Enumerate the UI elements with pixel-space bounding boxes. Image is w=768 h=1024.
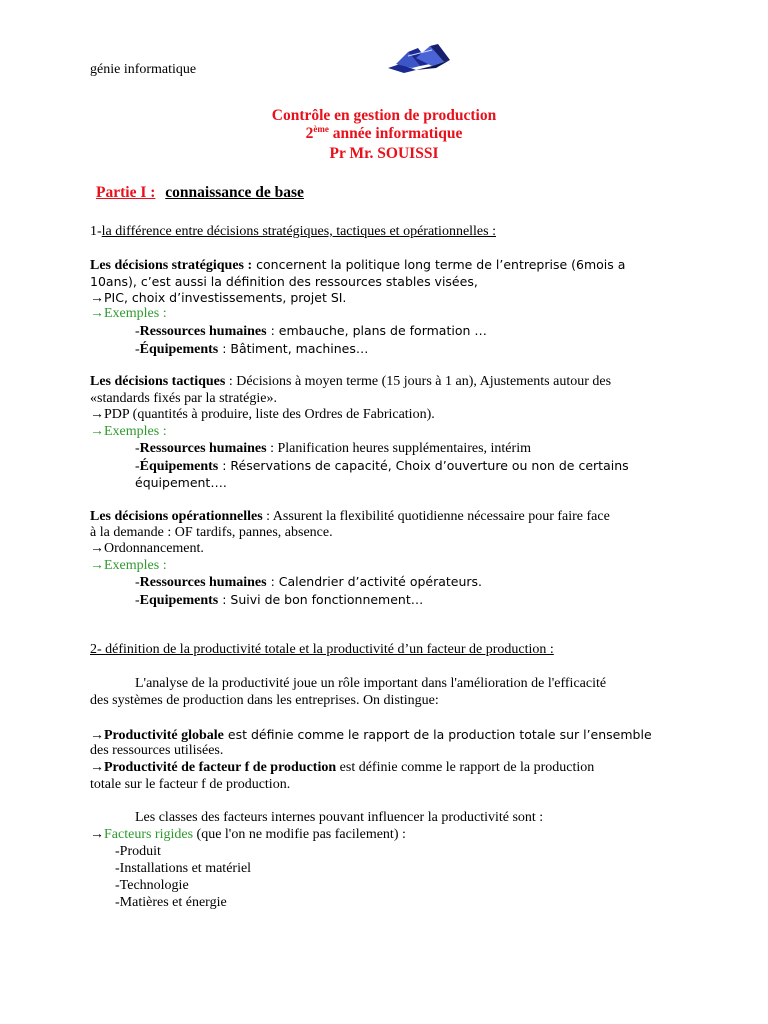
tact-label: Les décisions tactiques bbox=[90, 374, 226, 389]
oper-ex1-text: : Calendrier d’activité opérateurs. bbox=[266, 574, 483, 589]
list-item: -Technologie bbox=[115, 878, 189, 893]
q1-text: la différence entre décisions stratégiques, tactiques et opérationnelles : bbox=[101, 224, 496, 239]
arrow-icon: → bbox=[90, 760, 104, 775]
arrow-icon: → bbox=[90, 541, 104, 556]
q1-heading bbox=[90, 224, 496, 240]
oper-label: Les décisions opérationnelles bbox=[90, 509, 263, 524]
tact-ex2-label: Équipements bbox=[139, 459, 219, 474]
dash: - bbox=[135, 441, 140, 456]
rigides-label: Facteurs rigides bbox=[104, 827, 194, 842]
strat-exemples bbox=[90, 306, 167, 322]
q1-num: 1- bbox=[90, 224, 102, 239]
arrow-icon: → bbox=[90, 558, 104, 573]
prod-fact-label: Productivité de facteur f de production bbox=[104, 760, 337, 775]
prod-glob-label: Productivité globale bbox=[104, 728, 224, 743]
logo-icon bbox=[386, 44, 452, 74]
dash: - bbox=[135, 459, 140, 474]
oper-line1 bbox=[90, 509, 610, 525]
tact-ex2-text: : Réservations de capacité, Choix d’ouverture ou non de certains bbox=[218, 458, 629, 473]
strat-ex1 bbox=[135, 323, 487, 340]
strat-ex2-text: : Bâtiment, machines… bbox=[218, 341, 369, 356]
tact-ex2 bbox=[135, 458, 629, 475]
strat-label: Les décisions stratégiques : bbox=[90, 258, 253, 273]
strat-ex1-text: : embauche, plans de formation … bbox=[266, 323, 487, 338]
title-line2-num: 2 bbox=[305, 125, 314, 143]
strat-line1 bbox=[90, 257, 625, 274]
tact-ex2-text2: équipement…. bbox=[135, 475, 227, 490]
strat-line3-text: PIC, choix d’investissements, projet SI. bbox=[104, 290, 347, 305]
partie-label: Partie I : bbox=[96, 184, 156, 201]
tact-line3 bbox=[90, 407, 435, 423]
arrow-icon: → bbox=[90, 728, 104, 743]
dash: - bbox=[135, 342, 140, 357]
title-line3: Pr Mr. SOUISSI bbox=[329, 145, 439, 162]
tact-text2: «standards fixés par la stratégie». bbox=[90, 391, 277, 406]
strat-line3 bbox=[90, 290, 346, 307]
oper-line3 bbox=[90, 541, 204, 557]
tact-line1 bbox=[90, 374, 611, 390]
strat-ex2 bbox=[135, 341, 368, 358]
title-line2-rest: année informatique bbox=[328, 125, 463, 143]
classes-text: Les classes des facteurs internes pouvant influencer la productivité sont : bbox=[135, 810, 544, 825]
dash: - bbox=[135, 324, 140, 339]
strat-text2: 10ans), c’est aussi la définition des ressources stables visées, bbox=[90, 274, 478, 289]
strat-ex2-label: Équipements bbox=[139, 342, 219, 357]
title-line2 bbox=[0, 124, 768, 143]
prod-glob-text: est définie comme le rapport de la production totale sur l’ensemble bbox=[223, 727, 652, 742]
partie-heading bbox=[96, 184, 304, 202]
prod-fact-text: est définie comme le rapport de la production bbox=[336, 760, 595, 775]
tact-ex1-label: Ressources humaines bbox=[139, 441, 267, 456]
arrow-icon: → bbox=[90, 291, 104, 306]
arrow-icon: → bbox=[90, 407, 104, 422]
arrow-icon: → bbox=[90, 827, 104, 842]
oper-ex1-label: Ressources humaines bbox=[139, 575, 267, 590]
oper-ex2-text: : Suivi de bon fonctionnement… bbox=[218, 592, 424, 607]
tact-exemples-label: Exemples : bbox=[104, 424, 167, 439]
prod-fact-line1 bbox=[90, 760, 594, 776]
header-subject: génie informatique bbox=[90, 62, 197, 77]
title-line1: Contrôle en gestion de production bbox=[271, 107, 497, 124]
list-item: -Produit bbox=[115, 844, 161, 859]
prod-glob-text2: des ressources utilisées. bbox=[90, 743, 224, 758]
rigides-line bbox=[90, 827, 406, 843]
arrow-icon: → bbox=[90, 306, 104, 321]
oper-line3-text: Ordonnancement. bbox=[104, 541, 204, 556]
list-item: -Matières et énergie bbox=[115, 895, 227, 910]
dash: - bbox=[135, 575, 140, 590]
partie-title: connaissance de base bbox=[165, 184, 304, 201]
tact-text1: : Décisions à moyen terme (15 jours à 1 an), Ajustements autour des bbox=[225, 374, 612, 389]
oper-exemples bbox=[90, 558, 167, 574]
oper-text2: à la demande : OF tardifs, pannes, absence. bbox=[90, 525, 333, 540]
prod-fact-text2: totale sur le facteur f de production. bbox=[90, 777, 291, 792]
prod-glob-line1 bbox=[90, 727, 652, 744]
tact-ex1 bbox=[135, 441, 531, 457]
list-item: -Installations et matériel bbox=[115, 861, 252, 876]
oper-ex1 bbox=[135, 574, 482, 591]
rigides-text: (que l'on ne modifie pas facilement) : bbox=[193, 827, 406, 842]
tact-exemples bbox=[90, 424, 167, 440]
strat-text1: concernent la politique long terme de l’entreprise (6mois a bbox=[252, 257, 626, 272]
q2-heading: 2- définition de la productivité totale et la productivité d’un facteur de production : bbox=[90, 642, 554, 657]
oper-text1: : Assurent la flexibilité quotidienne nécessaire pour faire face bbox=[262, 509, 610, 524]
title-line2-sup: ème bbox=[313, 124, 329, 134]
dash: - bbox=[135, 593, 140, 608]
analyse-line1: L'analyse de la productivité joue un rôle important dans l'amélioration de l'efficacité bbox=[135, 676, 607, 691]
arrow-icon: → bbox=[90, 424, 104, 439]
oper-ex2 bbox=[135, 592, 423, 609]
tact-line3-text: PDP (quantités à produire, liste des Ordres de Fabrication). bbox=[104, 407, 435, 422]
analyse-line2: des systèmes de production dans les entreprises. On distingue: bbox=[90, 693, 439, 708]
strat-ex1-label: Ressources humaines bbox=[139, 324, 267, 339]
strat-exemples-label: Exemples : bbox=[104, 306, 167, 321]
oper-exemples-label: Exemples : bbox=[104, 558, 167, 573]
oper-ex2-label: Equipements bbox=[139, 593, 219, 608]
tact-ex1-text: : Planification heures supplémentaires, intérim bbox=[266, 441, 531, 456]
